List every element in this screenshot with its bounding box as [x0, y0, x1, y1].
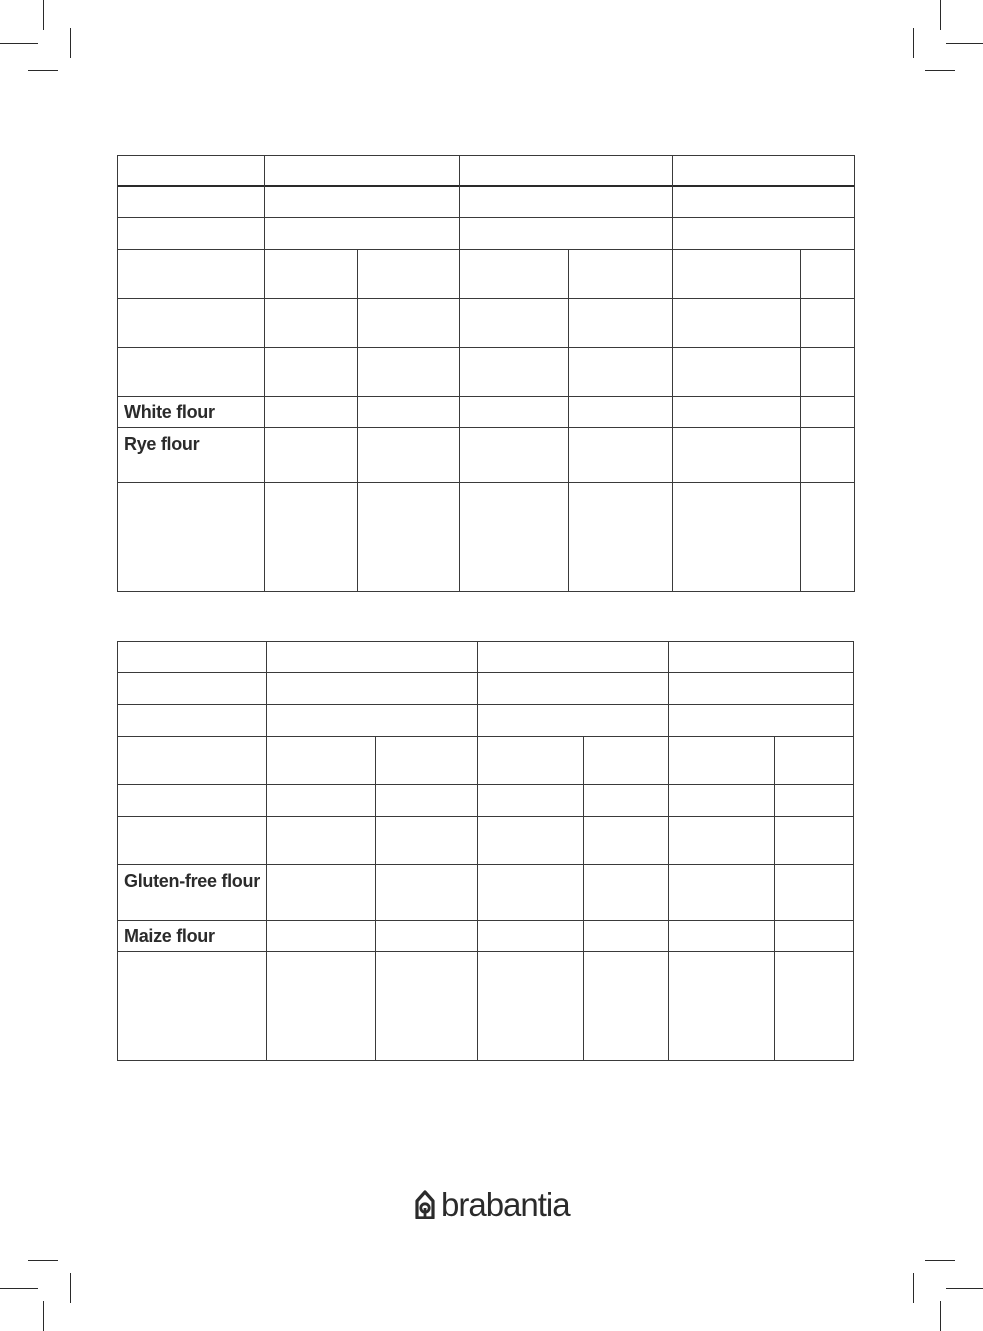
table-rule [117, 736, 854, 737]
table-rule [117, 951, 854, 952]
table-rule [117, 1060, 854, 1061]
row-label-gluten-free-flour: Gluten-free flour [124, 871, 260, 891]
row-label-white-flour: White flour [124, 402, 215, 422]
brabantia-logo [414, 1186, 570, 1222]
table-rule [266, 641, 267, 1061]
table-rule [668, 641, 669, 1061]
brand-wordmark: brabantia [441, 1185, 570, 1223]
row-label-rye-flour: Rye flour [124, 434, 200, 454]
table-rule [477, 641, 478, 1061]
table-rule [774, 736, 775, 1061]
table-rule [853, 641, 854, 1061]
table-rule [117, 641, 118, 1061]
table-rule [375, 736, 376, 1061]
table-rule [117, 641, 854, 642]
table-rule [117, 920, 854, 921]
table-rule [117, 784, 854, 785]
brabantia-house-icon [414, 1189, 436, 1219]
table-rule [117, 672, 854, 673]
table-rule [117, 864, 854, 865]
row-label-maize-flour: Maize flour [124, 926, 215, 946]
table-rule [583, 736, 584, 1061]
table-rule [117, 704, 854, 705]
table-rule [117, 816, 854, 817]
